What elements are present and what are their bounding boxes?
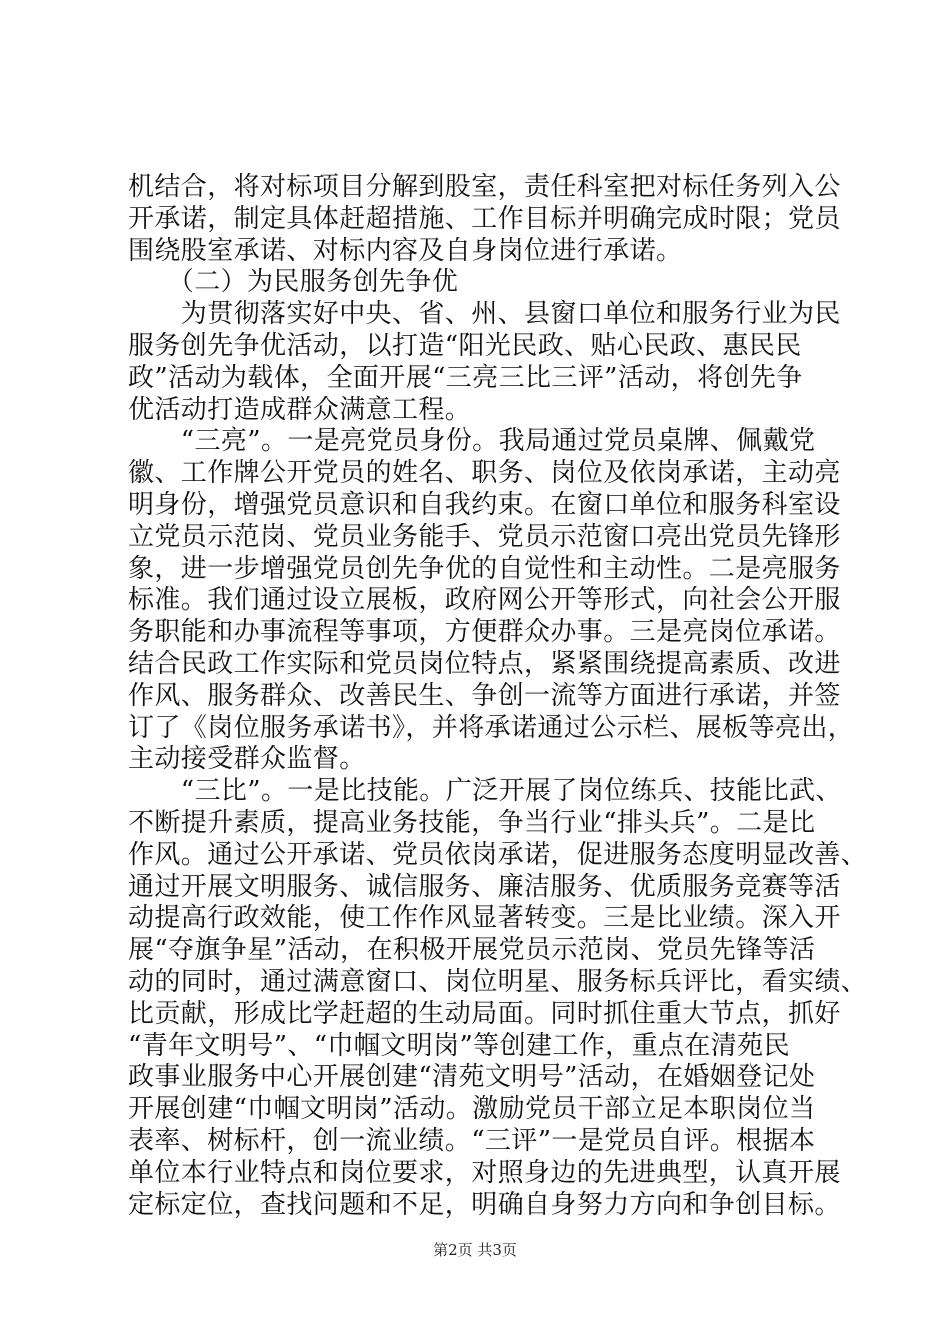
text-line: 展“夺旗争星”活动，在积极开展党员示范岗、党员先锋等活 xyxy=(128,935,816,966)
text-line: 象，进一步增强党员创先争优的自觉性和主动性。二是亮服务 xyxy=(128,553,841,584)
text-line: 开展创建“巾帼文明岗”活动。激励党员干部立足本职岗位当 xyxy=(128,1094,816,1125)
text-line: 服务创先争优活动，以打造“阳光民政、贴心民政、惠民民 xyxy=(128,330,802,361)
body-text xyxy=(128,172,868,1221)
text-line: 通过开展文明服务、诚信服务、廉洁服务、优质服务竞赛等活 xyxy=(128,871,841,902)
text-line: 政”活动为载体，全面开展“三亮三比三评”活动，将创先争 xyxy=(128,362,803,393)
text-line: 作风。通过公开承诺、党员依岗承诺，促进服务态度明显改善、 xyxy=(128,839,868,870)
text-line: 结合民政工作实际和党员岗位特点，紧紧围绕提高素质、改进 xyxy=(128,648,841,679)
text-line: 徽、工作牌公开党员的姓名、职务、岗位及依岗承诺，主动亮 xyxy=(128,458,841,489)
text-line: 不断提升素质，提高业务技能，争当行业“排头兵”。二是比 xyxy=(128,807,816,838)
text-line: 明身份，增强党员意识和自我约束。在窗口单位和服务科室设 xyxy=(128,489,841,520)
text-line: 标准。我们通过设立展板，政府网公开等形式，向社会公开服 xyxy=(128,585,841,616)
text-line: 主动接受群众监督。 xyxy=(128,744,366,775)
text-line: 动提高行政效能，使工作作风显著转变。三是比业绩。深入开 xyxy=(128,903,841,934)
text-line: 单位本行业特点和岗位要求，对照身边的先进典型，认真开展 xyxy=(128,1157,841,1188)
text-line: 定标定位，查找问题和不足，明确自身努力方向和争创目标。 xyxy=(128,1189,841,1220)
text-line: 务职能和办事流程等事项，方便群众办事。三是亮岗位承诺。 xyxy=(128,617,841,648)
text-line: 表率、树标杆，创一流业绩。“三评”一是党员自评。根据本 xyxy=(128,1125,816,1156)
text-line: 为贯彻落实好中央、省、州、县窗口单位和服务行业为民 xyxy=(128,299,841,330)
page-number-footer: 第2页 共3页 xyxy=(433,1241,517,1259)
text-line: “青年文明号”、“巾帼文明岗”等创建工作，重点在清苑民 xyxy=(128,1030,790,1061)
text-line: 立党员示范岗、党员业务能手、党员示范窗口亮出党员先锋形 xyxy=(128,521,841,552)
text-line: 作风、服务群众、改善民生、争创一流等方面进行承诺，并签 xyxy=(128,680,841,711)
text-line: 动的同时，通过满意窗口、岗位明星、服务标兵评比，看实绩、 xyxy=(128,966,868,997)
section-heading: （二）为民服务创先争优 xyxy=(128,267,459,298)
text-line: 订了《岗位服务承诺书》，并将承诺通过公示栏、展板等亮出， xyxy=(128,712,855,743)
text-line: 开承诺，制定具体赶超措施、工作目标并明确完成时限；党员 xyxy=(128,203,841,234)
text-line: “三比”。一是比技能。广泛开展了岗位练兵、技能比武、 xyxy=(128,776,842,807)
text-line: 政事业服务中心开展创建“清苑文明号”活动，在婚姻登记处 xyxy=(128,1062,816,1093)
text-line: 比贡献，形成比学赶超的生动局面。同时抓住重大节点，抓好 xyxy=(128,998,841,1029)
text-line: “三亮”。一是亮党员身份。我局通过党员桌牌、佩戴党 xyxy=(128,426,816,457)
text-line: 机结合，将对标项目分解到股室，责任科室把对标任务列入公 xyxy=(128,172,841,202)
text-line: 优活动打造成群众满意工程。 xyxy=(128,394,472,425)
text-line: 围绕股室承诺、对标内容及自身岗位进行承诺。 xyxy=(128,235,683,266)
